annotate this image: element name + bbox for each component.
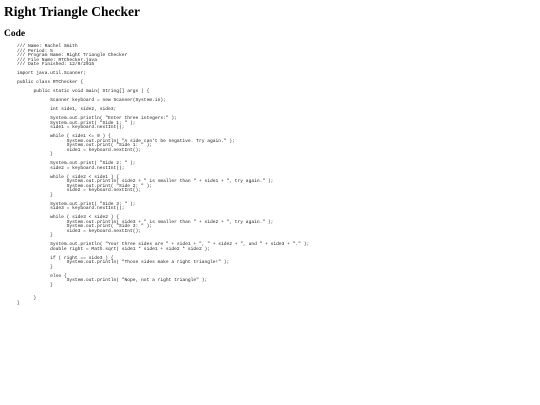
code-line: System.out.println( "Nope, not a right triangle" ); — [17, 278, 208, 283]
code-line: } — [17, 282, 53, 288]
code-line: /// Period: 5 — [17, 48, 53, 54]
code-line: } — [17, 300, 20, 306]
code-line: while ( side1 <= 0 ) { — [17, 134, 111, 139]
code-line: System.out.println( side2 + " is smaller than " + side1 + ", try again." ); — [17, 179, 274, 184]
code-line: side1 = keyboard.nextInt(); — [17, 147, 142, 153]
code-line: } — [17, 192, 53, 198]
code-line: System.out.println( "Those sides make a right triangle!" ); — [17, 260, 230, 265]
code-line: System.out.print( "Side 2: " ); — [17, 183, 153, 189]
code-line: public class RTChecker { — [17, 80, 84, 85]
code-line: int side1, side2, side3; — [17, 107, 117, 112]
code-line: } — [17, 233, 53, 238]
code-line: System.out.print( "Side 1: " ); — [17, 143, 153, 148]
code-line: System.out.println( "Your three sides are " + side1 + ", " + side2 + ", and " + side3 + "." ); — [17, 242, 310, 247]
code-line: public static void main( String[] args ) { — [17, 89, 150, 94]
code-listing — [17, 45, 540, 306]
code-line: } — [17, 152, 53, 157]
code-line: side3 = keyboard.nextInt(); — [17, 228, 142, 234]
code-line: System.out.print( "Side 2: " ); — [17, 161, 136, 166]
code-line: } — [17, 264, 53, 270]
code-line: double right = Math.sqrt( side1 * side1 + side2 * side2 ); — [17, 246, 210, 252]
code-line: if ( right == side3 ) { — [17, 255, 114, 261]
code-line: side1 = keyboard.nextInt(); — [17, 125, 125, 130]
code-line: System.out.print( "Side 3: " ); — [17, 201, 136, 207]
code-line: else { — [17, 273, 67, 279]
code-line: /// Name: Rachel Smith — [17, 44, 78, 49]
code-line: side2 = keyboard.nextInt(); — [17, 188, 142, 193]
code-line: Scanner keyboard = new Scanner(System.in); — [17, 98, 166, 103]
code-line: while ( side2 < side1 ) { — [17, 174, 119, 180]
code-line: /// Date Finished: 12/9/2015 — [17, 62, 95, 67]
code-line: side2 = keyboard.nextInt(); — [17, 165, 125, 171]
code-line: System.out.print( "Side 3: " ); — [17, 224, 153, 229]
code-line: import java.util.Scanner; — [17, 71, 86, 76]
section-heading-code: Code — [4, 29, 26, 39]
code-line: /// Program Name: Right Triangle Checker — [17, 53, 128, 58]
code-line: while ( side3 < side2 ) { — [17, 215, 119, 220]
code-line: /// File Name: RTChecker.java — [17, 57, 97, 63]
code-line: side3 = keyboard.nextInt(); — [17, 206, 125, 211]
code-line: System.out.println( "Enter three integers:" ); — [17, 116, 177, 121]
code-line: System.out.print( "Side 1: " ); — [17, 120, 136, 126]
page-title: Right Triangle Checker — [4, 4, 140, 19]
code-line: System.out.println( "A side can't be negative. Try again." ); — [17, 138, 235, 144]
code-line: System.out.println( side3 + " is smaller than " + side2 + ", try again." ); — [17, 219, 274, 225]
code-line: } — [17, 296, 37, 301]
